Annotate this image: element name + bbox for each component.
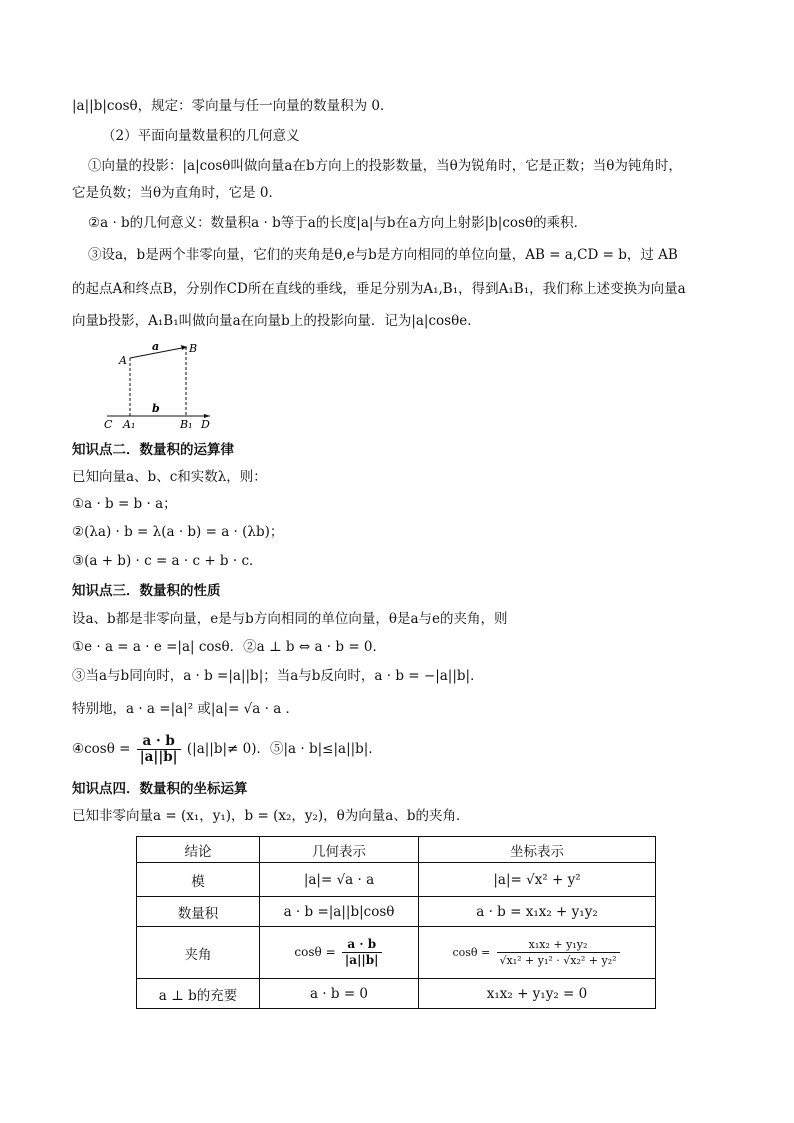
- angle-coord-numerator: x₁x₂ + y₁y₂: [497, 937, 620, 953]
- table-header-row: [137, 837, 656, 863]
- section-title-coordinate-ops: 知识点四．数量积的坐标运算: [72, 781, 248, 797]
- text-line-projection-vector-2: 的起点A和终点B，分别作CD所在直线的垂线，垂足分别为A₁,B₁，得到A₁B₁，我们称上述变换为向量a: [72, 281, 686, 297]
- cos-fraction: [137, 734, 181, 765]
- label-B1: B₁: [180, 418, 193, 428]
- angle-geo-prefix: cosθ =: [294, 945, 336, 959]
- label-D: D: [201, 418, 210, 428]
- angle-coord-denominator: √x₁² + y₁² · √x₂² + y₂²: [499, 954, 617, 967]
- projection-figure: [100, 336, 240, 428]
- text-line-projection-vector-3: 向量b投影，A₁B₁叫做向量a在向量b上的投影向量．记为|a|cosθe．: [72, 313, 481, 329]
- angle-geo-numerator: a · b: [342, 937, 382, 953]
- table-header-conclusion: 结论: [137, 837, 260, 863]
- cos-fraction-denominator: |a||b|: [139, 749, 178, 765]
- property-3: ③当a与b同向时，a · b =|a||b|；当a与b反向时，a · b = −|a||b|．: [72, 668, 484, 684]
- angle-coord-prefix: cosθ =: [452, 946, 491, 959]
- text-line-zero-vector-rule: |a||b|cosθ，规定：零向量与任一向量的数量积为 0．: [72, 98, 394, 114]
- label-C: C: [104, 418, 113, 428]
- table-cell-coord: a · b = x₁x₂ + y₁y₂: [419, 897, 656, 927]
- table-row: [137, 897, 656, 927]
- cos-formula-suffix: (|a||b|≠ 0)．⑤|a · b|≤|a||b|．: [186, 741, 382, 757]
- cos-fraction-numerator: a · b: [137, 734, 181, 750]
- label-a: a: [152, 340, 160, 353]
- label-B: B: [189, 342, 198, 355]
- table-cell-coord: x₁x₂ + y₁y₂ = 0: [419, 979, 656, 1009]
- table-cell-geo: |a|= √a · a: [260, 863, 419, 897]
- table-cell-geo: [260, 927, 419, 979]
- table-row: [137, 863, 656, 897]
- law-scalar: ②(λa) · b = λ(a · b) = a · (λb)；: [72, 524, 284, 540]
- text-line-projection-1: ①向量的投影：|a|cosθ叫做向量a在b方向上的投影数量，当θ为锐角时，它是正数；当θ为钝角时，: [88, 158, 682, 174]
- section-title-properties: 知识点三．数量积的性质: [72, 583, 221, 599]
- table-header-coordinate: 坐标表示: [419, 837, 656, 863]
- table-cell-coord: [419, 927, 656, 979]
- property-special: 特别地，a · a =|a|² 或|a|= √a · a ．: [72, 701, 300, 717]
- property-1-2: ①e · a = a · e =|a| cosθ．②a ⊥ b ⇔ a · b = 0．: [72, 639, 387, 655]
- text-line-laws-intro: 已知向量a、b、c和实数λ，则：: [72, 469, 267, 485]
- label-A1: A₁: [123, 418, 136, 428]
- text-line-geometric-meaning: ②a · b的几何意义：数量积a · b等于a的长度|a|与b在a方向上射影|b|cosθ的乘积．: [88, 215, 588, 231]
- text-line-coordinate-intro: 已知非零向量a = (x₁，y₁)，b = (x₂，y₂)，θ为向量a、b的夹角．: [72, 808, 470, 824]
- text-line-properties-intro: 设a、b都是非零向量，e是与b方向相同的单位向量，θ是a与e的夹角，则: [72, 611, 508, 627]
- law-distributive: ③(a + b) · c = a · c + b · c．: [72, 553, 263, 569]
- table-cell-label: 夹角: [137, 927, 260, 979]
- table-cell-label: a ⊥ b的充要: [137, 979, 260, 1009]
- section-title-operation-laws: 知识点二．数量积的运算律: [72, 442, 234, 458]
- label-A: A: [119, 354, 127, 367]
- text-line-projection-2: 它是负数；当θ为直角时，它是 0．: [72, 185, 283, 201]
- angle-geo-denominator: |a||b|: [344, 953, 379, 967]
- table-cell-label: 模: [137, 863, 260, 897]
- text-line-projection-vector-1: ③设a，b是两个非零向量，它们的夹角是θ,e与b是方向相同的单位向量，AB = a,CD = b，过 AB: [88, 247, 678, 263]
- cos-formula-prefix: ④cosθ =: [72, 741, 131, 757]
- table-cell-label: 数量积: [137, 897, 260, 927]
- table-cell-geo: a · b =|a||b|cosθ: [260, 897, 419, 927]
- table-header-geometric: 几何表示: [260, 837, 419, 863]
- angle-coord-fraction: [497, 937, 620, 968]
- property-4-5: [72, 734, 382, 765]
- table-cell-geo: a · b = 0: [260, 979, 419, 1009]
- subheading-geometric-meaning: （2）平面向量数量积的几何意义: [102, 128, 300, 144]
- table-row: [137, 927, 656, 979]
- table-cell-coord: |a|= √x² + y²: [419, 863, 656, 897]
- law-commutative: ①a · b = b · a；: [72, 496, 177, 512]
- angle-geo-fraction: [342, 937, 382, 968]
- coordinate-operations-table: [136, 836, 656, 1009]
- table-row: [137, 979, 656, 1009]
- label-b: b: [152, 402, 160, 415]
